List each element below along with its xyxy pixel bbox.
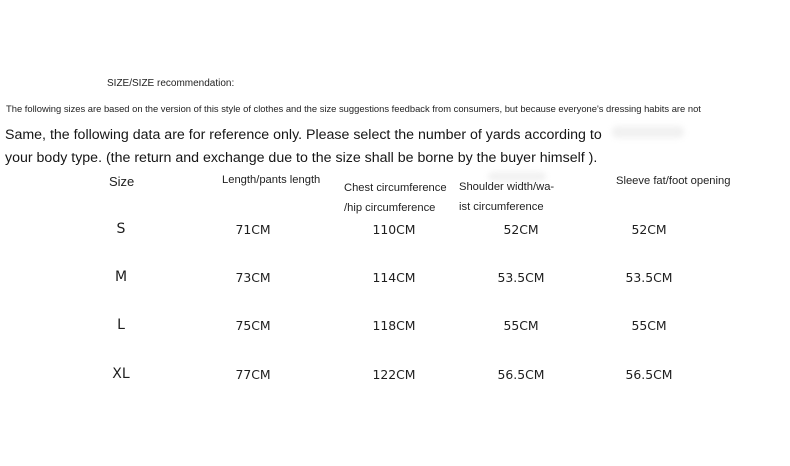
column-header-length: Length/pants length xyxy=(222,174,321,186)
length-cell: 71CM xyxy=(235,222,271,237)
size-cell: S xyxy=(116,221,126,237)
column-header-chest-line-1: Chest circumference xyxy=(344,182,447,194)
column-header-chest-line-2: /hip circumference xyxy=(344,202,436,214)
sleeve-cell: 56.5CM xyxy=(625,367,673,382)
column-header-chest xyxy=(344,178,447,218)
sleeve-cell: 55CM xyxy=(631,318,667,333)
size-disclaimer-line-2: your body type. (the return and exchange due to the size shall be borne by the buyer himself ). xyxy=(5,150,598,166)
shoulder-cell: 52CM xyxy=(503,222,539,237)
length-cell: 75CM xyxy=(235,318,271,333)
chest-cell: 110CM xyxy=(372,222,416,237)
length-cell: 73CM xyxy=(235,270,271,285)
shoulder-cell: 53.5CM xyxy=(497,270,545,285)
length-cell: 77CM xyxy=(235,367,271,382)
shoulder-cell: 56.5CM xyxy=(497,367,545,382)
shoulder-cell: 55CM xyxy=(503,318,539,333)
size-cell: M xyxy=(114,269,128,285)
column-header-shoulder-line-1: Shoulder width/wa- xyxy=(459,181,555,193)
size-disclaimer-small: The following sizes are based on the version of this style of clothes and the size suggestions feedback from consumers, but because everyone's dressing habits are not xyxy=(6,103,701,114)
sleeve-cell: 53.5CM xyxy=(625,270,673,285)
chest-cell: 114CM xyxy=(372,270,416,285)
column-header-size: Size xyxy=(109,174,135,189)
sleeve-cell: 52CM xyxy=(631,222,667,237)
background-smudge xyxy=(612,126,684,138)
column-header-shoulder xyxy=(459,177,554,217)
column-header-sleeve: Sleeve fat/foot opening xyxy=(616,175,731,187)
size-cell: L xyxy=(117,317,125,333)
size-cell: XL xyxy=(112,366,130,382)
size-disclaimer-line-1: Same, the following data are for reference only. Please select the number of yards according to xyxy=(5,127,602,143)
chest-cell: 118CM xyxy=(372,318,416,333)
chest-cell: 122CM xyxy=(372,367,416,382)
size-recommendation-title: SIZE/SIZE recommendation: xyxy=(107,78,235,89)
column-header-shoulder-line-2: ist circumference xyxy=(459,201,544,213)
